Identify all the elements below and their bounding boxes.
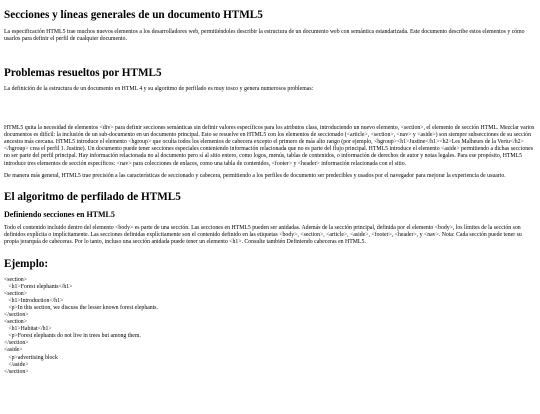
document-page <box>0 9 540 376</box>
main-heading: Secciones y líneas generales de un documento HTML5 <box>4 9 263 21</box>
algorithm-paragraph: Todo el contenido incluido dentro del elemento <body> es parte de una sección. Las secciones en HTML5 pueden ser anidadas. Además de la sección principal, definida por el elemento <body>, los límites de la sección son definidos explícita o implícitamente. Las secciones definidas explícitamente son el contenido definido en las etiquetas <body>, <section>, <article>, <aside>, <footer>, <header>, y <nav>. Nota: Cada sección puede tener su propia jerarquía de cabeceras. Por lo tanto, incluso una sección anidada puede tener un elemento <h1>. Consulte también Definiendo cabeceras en HTML5. <box>4 224 522 245</box>
problems-heading: Problemas resueltos por HTML5 <box>4 67 162 80</box>
example-heading: Ejemplo: <box>4 257 49 270</box>
algorithm-heading: El algoritmo de perfilado de HTML5 <box>4 190 181 203</box>
conclusion-paragraph: De manera más general, HTML5 trae precisión a las características de seccionado y cabecera, permitiendo a los perfiles de documento ser predecibles y usados por el navegador para mejorar la experiencia de usuario. <box>4 172 506 179</box>
intro-paragraph: La especificación HTML5 trae muchos nuevos elementos a los desarrolladores web, permitiéndoles describir la estructura de un documento web con semántica estandarizada. Este documento describe estos elementos y cómo usarlos para definir el perfil de cualquier documento. <box>4 29 525 43</box>
code-example: <section> <h1>Forest elephants</h1> <section> <h1>Introduction</h1> <p>In this section, we discuss the lesser known forest elephants. </section> <section> <h1>Habitat</h1> <p>Forest elephants do not live in trees but among them. </section> <aside> <p>advertising block </aside> </section> <box>4 276 159 375</box>
defining-sections-heading: Definiendo secciones en HTML5 <box>4 209 115 219</box>
problems-paragraph: La definición de la estructura de un documento en HTML 4 y su algoritmo de perfilado es muy tosco y genera numerosos problemas: <box>4 86 314 93</box>
html5-solutions-paragraph: HTML5 quita la necesidad de elementos <div> para definir secciones semánticas sin definir valores específicos para los atributos class, introduciendo un nuevo elemento, <section>, el elemento de sección HTML. Mezclar varios documentos es difícil: la inclusión de un sub-documento en un documento principal. Esto se resuelve en HTML5 con los elementos de seccionado (<article>, <section>, <nav> y <aside>) son siempre subsecciones de su sección ancestra más cercana. HTML5 introduce el elemento <hgroup> que oculta todos los elementos de cabecera excepto el primero de más alto rango (por ejemplo, <hgroup><h1>Justine</h1><h2>Les Malheurs de la Vertu</h2></hgroup> crea el perfil 1. Justine). Un documento puede tener secciones especiales conteniendo información relacionada que no es parte del flujo principal. HTML5 introduce el elemento <aside> permitiendo a dichas secciones no ser parte del perfil principal. Hay información relacionada no al documento pero sí al sitio entero, como logos, menús, tablas de contenidos, o información de derechos de autor y notas legales. Para ese propósito, HTML5 introduce tres elementos de sección específicos: <nav> para colecciones de enlaces, como una tabla de contenidos, <footer> y <header> información relacionada con el sitio. <box>4 125 535 167</box>
